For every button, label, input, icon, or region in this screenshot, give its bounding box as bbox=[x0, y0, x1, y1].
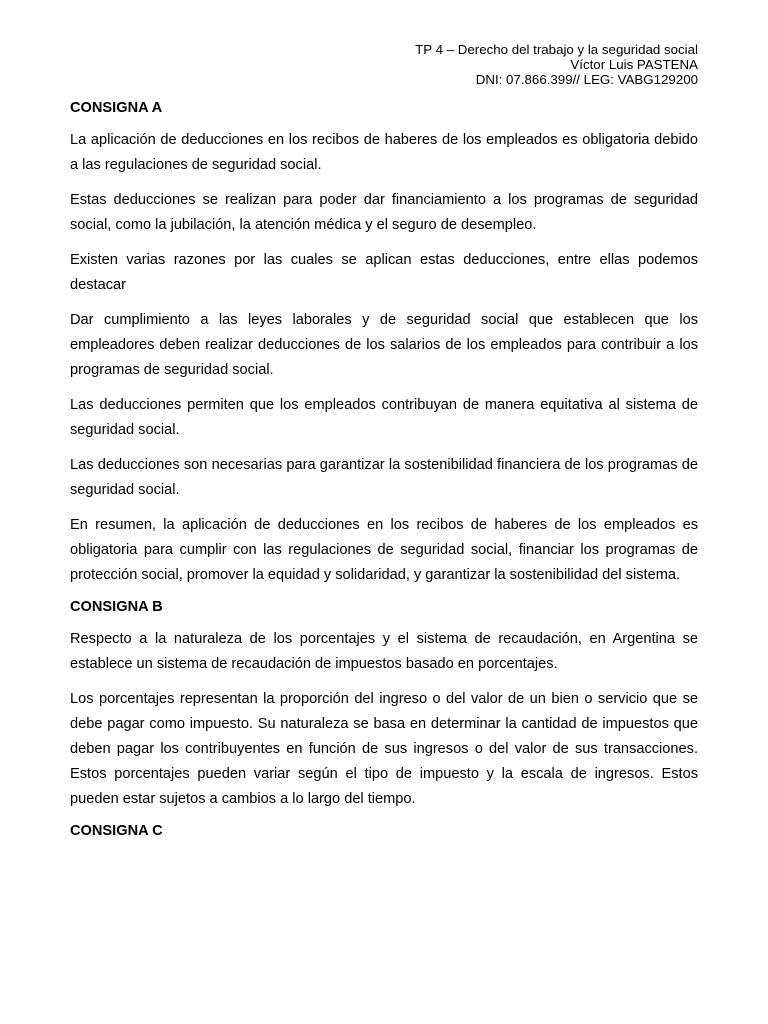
paragraph: Respecto a la naturaleza de los porcentajes y el sistema de recaudación, en Argentina se establece un sistema de recaudación de impuestos basado en porcentajes. bbox=[70, 631, 698, 672]
paragraph: Los porcentajes representan la proporción del ingreso o del valor de un bien o servicio que se debe pagar como impuesto. Su naturaleza se basa en determinar la cantidad de impuestos que deben pagar los contribuyentes en función de sus ingresos o del valor de sus transacciones. Estos porcentajes pueden variar según el tipo de impuesto y la escala de ingresos. Estos pueden estar sujetos a cambios a lo largo del tiempo. bbox=[70, 691, 698, 807]
paragraph: Las deducciones permiten que los empleados contribuyan de manera equitativa al sistema de seguridad social. bbox=[70, 397, 698, 438]
paragraph: La aplicación de deducciones en los recibos de haberes de los empleados es obligatoria debido a las regulaciones de seguridad social. bbox=[70, 132, 698, 173]
document-header bbox=[70, 42, 698, 87]
paragraph: Estas deducciones se realizan para poder dar financiamiento a los programas de seguridad social, como la jubilación, la atención médica y el seguro de desempleo. bbox=[70, 192, 698, 233]
section-title-b: CONSIGNA B bbox=[70, 599, 163, 615]
header-id-line: DNI: 07.866.399// LEG: VABG129200 bbox=[475, 72, 698, 87]
header-author-line: Víctor Luis PASTENA bbox=[570, 57, 698, 72]
header-course-line: TP 4 – Derecho del trabajo y la seguridad social bbox=[415, 42, 698, 57]
section-title-a: CONSIGNA A bbox=[70, 100, 163, 116]
paragraph: Dar cumplimiento a las leyes laborales y de seguridad social que establecen que los empleadores deben realizar deducciones de los salarios de los empleados para contribuir a los programas de seguridad social. bbox=[70, 312, 698, 378]
paragraph: Existen varias razones por las cuales se aplican estas deducciones, entre ellas podemos destacar bbox=[70, 252, 698, 293]
paragraph: Las deducciones son necesarias para garantizar la sostenibilidad financiera de los programas de seguridad social. bbox=[70, 457, 698, 498]
section-title-c: CONSIGNA C bbox=[70, 823, 163, 839]
paragraph: En resumen, la aplicación de deducciones en los recibos de haberes de los empleados es obligatoria para cumplir con las regulaciones de seguridad social, financiar los programas de protección social, promover la equidad y solidaridad, y garantizar la sostenibilidad del sistema. bbox=[70, 517, 698, 583]
document-page bbox=[70, 42, 698, 851]
